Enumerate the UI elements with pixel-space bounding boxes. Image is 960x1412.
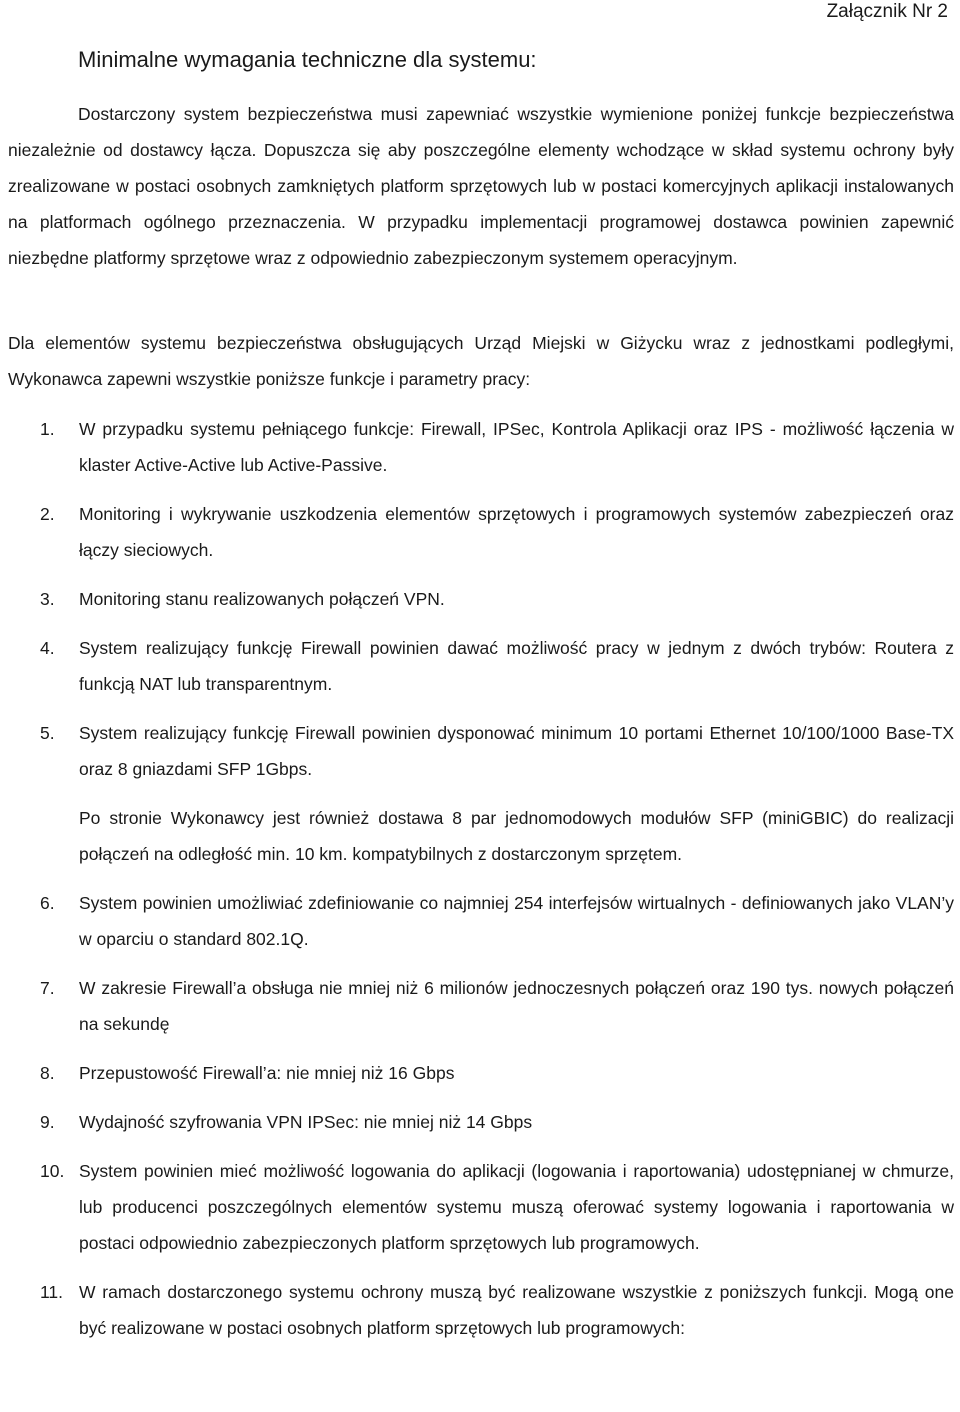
requirements-list (0, 411, 960, 1346)
item-text: Monitoring stanu realizowanych połączeń VPN. (79, 589, 445, 609)
item-text: W zakresie Firewall’a obsługa nie mniej niż 6 milionów jednoczesnych połączeń oraz 190 tys. nowych połączeń na sekundę (79, 978, 954, 1034)
item-text: Przepustowość Firewall’a: nie mniej niż 16 Gbps (79, 1063, 455, 1083)
list-item (0, 1104, 960, 1140)
item-number: 10. (40, 1161, 65, 1181)
item-number: 4. (40, 638, 55, 658)
list-item (0, 411, 960, 483)
item-text: Monitoring i wykrywanie uszkodzenia elementów sprzętowych i programowych systemów zabezpieczeń oraz łączy sieciowych. (79, 504, 954, 560)
item-text: System powinien umożliwiać zdefiniowanie co najmniej 254 interfejsów wirtualnych - definiowanych jako VLAN’y w oparciu o standard 802.1Q. (79, 893, 954, 949)
item-text: W ramach dostarczonego systemu ochrony muszą być realizowane wszystkie z poniższych funkcji. Mogą one być realizowane w postaci osobnych platform sprzętowych lub programowych: (79, 1282, 954, 1338)
list-item (0, 630, 960, 702)
list-item (0, 581, 960, 617)
item-note: Po stronie Wykonawcy jest również dostawa 8 par jednomodowych modułów SFP (miniGBIC) do realizacji połączeń na odległość min. 10 km. kompatybilnych z dostarczonym sprzętem. (79, 808, 954, 864)
item-number: 3. (40, 589, 55, 609)
item-text: W przypadku systemu pełniącego funkcje: Firewall, IPSec, Kontrola Aplikacji oraz IPS - możliwość łączenia w klaster Active-Active lub Active-Passive. (79, 419, 954, 475)
intro-paragraph: Dostarczony system bezpieczeństwa musi zapewniać wszystkie wymienione poniżej funkcje bezpieczeństwa niezależnie od dostawcy łącza. Dopuszcza się aby poszczególne elementy wchodzące w skład systemu ochrony były zrealizowane w postaci osobnych zamkniętych platform sprzętowych lub w postaci komercyjnych aplikacji instalowanych na platformach ogólnego przeznaczenia. W przypadku implementacji programowej dostawca powinien zapewnić niezbędne platformy sprzętowe wraz z odpowiednio zabezpieczonym systemem operacyjnym. (8, 104, 954, 268)
list-item (0, 496, 960, 568)
page-title: Minimalne wymagania techniczne dla systemu: (78, 47, 537, 72)
item-text: System realizujący funkcję Firewall powinien dysponować minimum 10 portami Ethernet 10/100/1000 Base-TX oraz 8 gniazdami SFP 1Gbps. (79, 723, 954, 779)
item-number: 8. (40, 1063, 55, 1083)
item-number: 5. (40, 723, 55, 743)
list-item (0, 715, 960, 872)
list-item (0, 885, 960, 957)
item-number: 6. (40, 893, 55, 913)
item-text: System powinien mieć możliwość logowania do aplikacji (logowania i raportowania) udostępnianej w chmurze, lub producenci poszczególnych elementów systemu muszą oferować systemy logowania i raportowania w postaci odpowiednio zabezpieczonych platform sprzętowych lub programowych. (79, 1161, 954, 1253)
item-number: 1. (40, 419, 55, 439)
attachment-label: Załącznik Nr 2 (826, 1, 948, 22)
item-text: Wydajność szyfrowania VPN IPSec: nie mniej niż 14 Gbps (79, 1112, 533, 1132)
item-number: 2. (40, 504, 55, 524)
list-item (0, 1274, 960, 1346)
item-number: 11. (40, 1282, 64, 1302)
list-item (0, 970, 960, 1042)
scope-paragraph: Dla elementów systemu bezpieczeństwa obsługujących Urząd Miejski w Giżycku wraz z jednostkami podległymi, Wykonawca zapewni wszystkie poniższe funkcje i parametry pracy: (8, 333, 954, 389)
list-item (0, 1055, 960, 1091)
item-number: 7. (40, 978, 55, 998)
item-text: System realizujący funkcję Firewall powinien dawać możliwość pracy w jednym z dwóch trybów: Routera z funkcją NAT lub transparentnym. (79, 638, 954, 694)
item-number: 9. (40, 1112, 55, 1132)
list-item (0, 1153, 960, 1261)
